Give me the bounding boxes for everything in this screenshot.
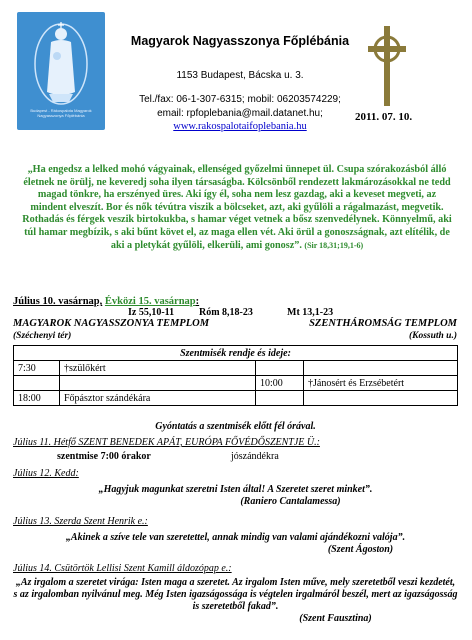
- org-title: Magyarok Nagyasszonya Főplébánia: [130, 34, 350, 48]
- mass-intention: [60, 376, 256, 391]
- mass-intention-2: [304, 391, 458, 406]
- day-tuesday-label: Július 12. Kedd:: [13, 468, 79, 479]
- bulletin-date: 2011. 07. 10.: [355, 111, 413, 123]
- thursday-quote-text: „Az irgalom a szeretet virága: Isten maga a szeretet. Az irgalom Isten műve, mely szeretetből veszi kezdetét, s az irgalomban nyilvánul meg. Még Isten igazságossága is végtelen irgalmáról beszél, mert az igazságosság is szeretetből fakad”.: [13, 577, 458, 612]
- celtic-cross-icon: [364, 24, 410, 113]
- thursday-quote: [13, 577, 458, 625]
- sunday-label: Július 10. vasárnap,: [13, 296, 103, 307]
- mass-time-2: [256, 391, 304, 406]
- mass-time: [14, 376, 60, 391]
- email-line: email: rpfoplebania@mail.datanet.hu;: [157, 108, 323, 119]
- tuesday-quote: [13, 484, 458, 508]
- mass-intention-2: [304, 361, 458, 376]
- table-row: [14, 361, 458, 376]
- parish-logo: [17, 12, 105, 130]
- church-right: SZENTHÁROMSÁG TEMPLOM: [309, 318, 457, 329]
- mass-intention: †szülőkért: [60, 361, 256, 376]
- mass-time-2: [256, 361, 304, 376]
- church-left-location: (Széchenyi tér): [13, 331, 72, 341]
- church-right-location: (Kossuth u.): [408, 331, 457, 341]
- mass-intention-2: †Jánosért és Erzsébetért: [304, 376, 458, 391]
- table-row: [14, 391, 458, 406]
- tuesday-quote-author: (Raniero Cantalamessa): [240, 496, 341, 507]
- day-wednesday-label: Július 13. Szerda Szent Henrik e.:: [13, 516, 148, 527]
- wednesday-quote: [13, 532, 458, 556]
- sunday-feast: Évközi 15. vasárnap: [104, 296, 196, 307]
- monday-intention: jószándékra: [231, 451, 279, 462]
- wednesday-quote-author: (Szent Ágoston): [327, 544, 394, 555]
- quote-text: „Ha engedsz a lelked mohó vágyainak, ellenséged győzelmi ünnepet ül. Csupa szórakozásból álló életnek ne örülj, ne keveredj soha ilyen társaságba. Kölcsönből rendezett lakmározásokkal ne tedd magad tönkre, ha erszényed üres. Aki így él, soha nem lesz gazdag, aki a keveset megveti, az mindent elveszít. Bor és nők tévútra viszik a bölcseket, azt, aki gyűlöli a rágalmazást, megvetik. Rothadás és férgek veszik birtokukba, s hamar véget vetnek a bősz szenvedélynek. Könnyelmű, aki túl hamar megbízik, s aki bűnt követ el, az maga ellen vét. Aki örül a gonoszságnak, azt elítélik, de aki a pletykát gyűlöli, elkerüli, ami gonosz”.: [22, 164, 452, 251]
- tuesday-quote-text: „Hagyjuk magunkat szeretni Isten által! A Szeretet szeret minket”.: [98, 484, 373, 495]
- reading-3: Mt 13,1-23: [287, 307, 334, 318]
- confession-note: Gyóntatás a szentmisék előtt fél órával.: [155, 421, 316, 432]
- mass-time: 7:30: [14, 361, 60, 376]
- mass-time: 18:00: [14, 391, 60, 406]
- address: 1153 Budapest, Bácska u. 3.: [176, 70, 304, 81]
- church-left: MAGYAROK NAGYASSZONYA TEMPLOM: [13, 318, 210, 329]
- thursday-quote-author: (Szent Fausztina): [299, 613, 372, 624]
- day-monday-label: Július 11. Hétfő SZENT BENEDEK APÁT, EURÓPA FŐVÉDŐSZENTJE Ü.:: [13, 437, 320, 448]
- logo-text: Budapest - Rákospalota Magyarok Nagyasszonya Főplébánia: [30, 108, 92, 118]
- mass-table-heading: Szentmisék rendje és ideje:: [14, 346, 458, 361]
- mass-time-2: 10:00: [256, 376, 304, 391]
- monday-mass: szentmise 7:00 órakor: [57, 451, 151, 462]
- quote-reference: (Sir 18,31;19,1-6): [304, 240, 364, 250]
- table-row: [14, 376, 458, 391]
- wednesday-quote-text: „Akinek a szíve tele van szeretettel, annak mindig van valami ajándékozni valója”.: [65, 532, 406, 543]
- phone-line: Tel./fax: 06-1-307-6315; mobil: 06203574229;: [139, 94, 341, 105]
- sunday-colon: :: [195, 296, 200, 307]
- website-link[interactable]: www.rakospalotaifoplebania.hu: [173, 121, 307, 132]
- day-thursday-label: Július 14. Csütörtök Lellisi Szent Kamill áldozópap e.:: [13, 563, 232, 574]
- reading-2: Róm 8,18-23: [199, 307, 253, 318]
- mass-intention: Főpásztor szándékára: [60, 391, 256, 406]
- sunday-heading: [13, 296, 199, 307]
- reading-1: Iz 55,10-11: [128, 307, 175, 318]
- mass-schedule-table: [13, 345, 458, 406]
- scripture-quote: [22, 164, 452, 252]
